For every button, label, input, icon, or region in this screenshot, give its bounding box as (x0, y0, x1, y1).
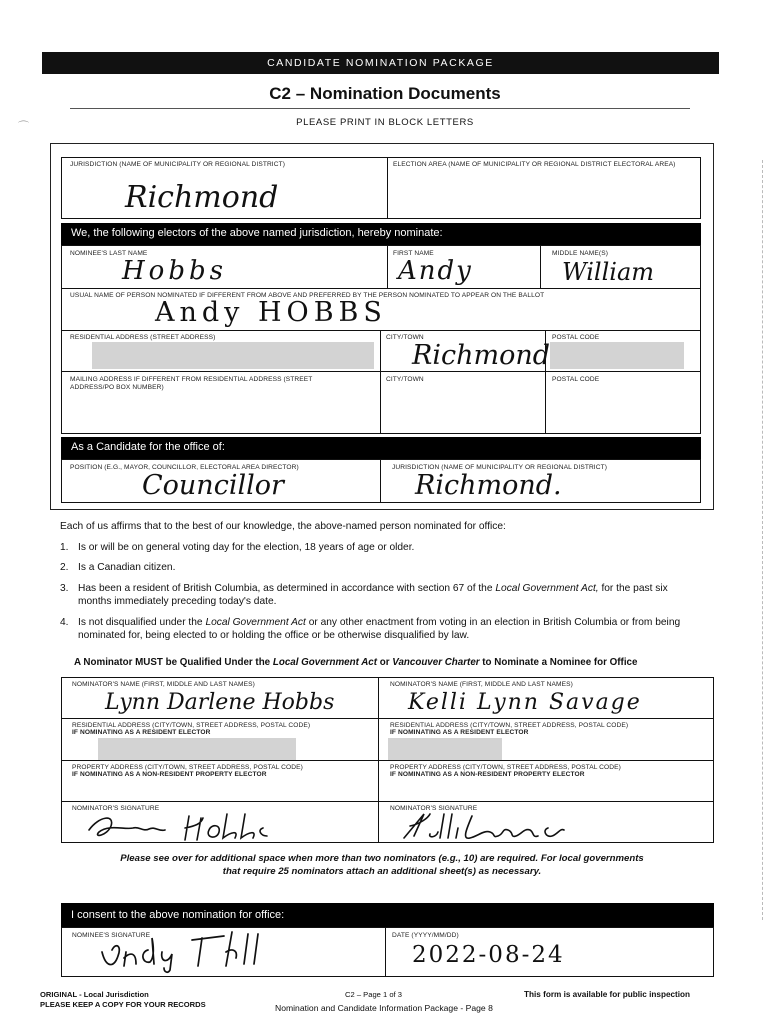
jurisdiction-field[interactable]: Richmond (125, 180, 279, 215)
consent-bar: I consent to the above nomination for office: (61, 903, 714, 927)
divider (61, 371, 701, 372)
affirm-item-number: 3. (60, 583, 69, 594)
qualify-text: to Nominate a Nominee for Office (479, 657, 638, 668)
nominator-1-resident-elector-label: IF NOMINATING AS A RESIDENT ELECTOR (72, 729, 211, 736)
nominator-1-property-label: PROPERTY ADDRESS (CITY/TOWN, STREET ADDRESS, POSTAL CODE) (72, 764, 303, 771)
nominator-2-property-elector-label: IF NOMINATING AS A NON-RESIDENT PROPERTY ELECTOR (390, 771, 585, 778)
residential-address-label: RESIDENTIAL ADDRESS (STREET ADDRESS) (70, 334, 216, 341)
consent-date-label: DATE (YYYY/MM/DD) (392, 932, 459, 939)
first-name-field[interactable]: Andy (398, 256, 473, 286)
nominator-2-name-label: NOMINATOR'S NAME (FIRST, MIDDLE AND LAST NAMES) (390, 681, 573, 688)
position-field[interactable]: Councillor (142, 470, 284, 501)
divider (61, 760, 714, 761)
election-area-field[interactable] (393, 182, 693, 212)
divider (540, 245, 541, 288)
mailing-postal-label: POSTAL CODE (552, 376, 600, 383)
footer-keep-copy-note: PLEASE KEEP A COPY FOR YOUR RECORDS (40, 1000, 206, 1009)
qualify-text: A Nominator MUST be Qualified Under the (74, 657, 273, 668)
document-title: C2 – Nomination Documents (269, 84, 501, 103)
residential-address-field[interactable] (92, 342, 374, 369)
nominator-qualification-note (74, 657, 724, 668)
affirm-item: Is a Canadian citizen. (78, 562, 176, 573)
additional-nominators-note: Please see over for additional space when more than two nominators (e.g., 10) are required. For local governments that require 25 nominators attach an additional sheet(s) as necessary. (120, 853, 644, 877)
nominator-2-residential-field[interactable] (388, 738, 502, 760)
nominator-2-property-label: PROPERTY ADDRESS (CITY/TOWN, STREET ADDRESS, POSTAL CODE) (390, 764, 621, 771)
act-name: Local Government Act (205, 617, 306, 628)
title-divider (70, 108, 690, 109)
scan-edge-line (762, 160, 764, 920)
act-name: Local Government Act (272, 657, 378, 668)
postal-code-label: POSTAL CODE (552, 334, 600, 341)
first-name-label: FIRST NAME (393, 250, 434, 257)
office-jurisdiction-field[interactable]: Richmond. (415, 470, 562, 501)
scan-mark: ⌒ (18, 121, 29, 133)
act-name: Vancouver Charter (392, 657, 480, 668)
affirm-item-number: 2. (60, 562, 69, 573)
divider (385, 927, 386, 977)
divider (380, 330, 381, 434)
office-bar: As a Candidate for the office of: (61, 437, 701, 459)
act-name: Local Government Act, (495, 583, 599, 594)
jurisdiction-label: JURISDICTION (NAME OF MUNICIPALITY OR REGIONAL DISTRICT) (70, 161, 286, 168)
nominator-1-property-field[interactable] (72, 780, 372, 798)
last-name-field[interactable]: Hobbs (122, 256, 227, 286)
footer-original-note: ORIGINAL - Local Jurisdiction (40, 990, 149, 999)
nominator-1-signature[interactable] (85, 808, 275, 846)
nominee-signature-label: NOMINEE'S SIGNATURE (72, 932, 151, 939)
affirm-item-text: Is not disqualified under the (78, 617, 206, 628)
qualify-text: or (377, 657, 393, 668)
nominator-2-signature-label: NOMINATOR'S SIGNATURE (390, 805, 478, 812)
divider (380, 459, 381, 503)
mailing-city-label: CITY/TOWN (386, 376, 424, 383)
nominator-2-resident-elector-label: IF NOMINATING AS A RESIDENT ELECTOR (390, 729, 529, 736)
affirm-item-text: for the past six months immediately preceding today's date. (78, 583, 668, 607)
affirm-intro: Each of us affirms that to the best of our knowledge, the above-named person nominated for office: (60, 521, 506, 532)
affirm-item-number: 1. (60, 542, 69, 553)
affirm-item (78, 582, 690, 608)
consent-date-field[interactable]: 2022-08-24 (412, 942, 565, 968)
divider (61, 718, 714, 719)
affirm-item: Is or will be on general voting day for the election, 18 years of age or older. (78, 542, 415, 553)
last-name-label: NOMINEE'S LAST NAME (70, 250, 148, 257)
position-label: POSITION (E.G., MAYOR, COUNCILLOR, ELECTORAL AREA DIRECTOR) (70, 464, 299, 471)
package-title-bar: CANDIDATE NOMINATION PACKAGE (42, 52, 719, 74)
nominator-2-signature[interactable] (400, 808, 600, 846)
office-jurisdiction-label: JURISDICTION (NAME OF MUNICIPALITY OR REGIONAL DISTRICT) (392, 464, 608, 471)
mailing-address-label: MAILING ADDRESS IF DIFFERENT FROM RESIDENTIAL ADDRESS (STREET ADDRESS/PO BOX NUMBER) (70, 376, 313, 391)
electors-bar: We, the following electors of the above named jurisdiction, hereby nominate: (61, 223, 701, 245)
block-letters-instruction: PLEASE PRINT IN BLOCK LETTERS (296, 117, 474, 128)
city-label: CITY/TOWN (386, 334, 424, 341)
affirm-item-text: or any other enactment from voting in an election in British Columbia or from being nominated for, being elected to or holding the office or be otherwise disqualified by law. (78, 617, 681, 641)
footer-page-number: C2 – Page 1 of 3 (345, 990, 402, 999)
nominator-1-name-label: NOMINATOR'S NAME (FIRST, MIDDLE AND LAST NAMES) (72, 681, 255, 688)
nominator-1-residential-field[interactable] (98, 738, 296, 760)
usual-name-field[interactable]: Andy HOBBS (155, 297, 387, 328)
nominator-1-name-field[interactable]: Lynn Darlene Hobbs (105, 690, 335, 715)
city-field[interactable]: Richmond (412, 340, 551, 371)
nominator-1-property-elector-label: IF NOMINATING AS A NON-RESIDENT PROPERTY ELECTOR (72, 771, 267, 778)
footer-public-inspection: This form is available for public inspection (524, 990, 691, 999)
nominator-2-residential-label: RESIDENTIAL ADDRESS (CITY/TOWN, STREET ADDRESS, POSTAL CODE) (390, 722, 629, 729)
nominator-2-name-field[interactable]: Kelli Lynn Savage (408, 690, 642, 715)
affirm-item-number: 4. (60, 617, 69, 628)
middle-name-field[interactable]: William (562, 258, 655, 286)
affirm-item-text: Has been a resident of British Columbia, as determined in accordance with section 67 of the (78, 583, 496, 594)
election-area-label: ELECTION AREA (NAME OF MUNICIPALITY OR REGIONAL DISTRICT ELECTORAL AREA) (393, 161, 676, 168)
divider (61, 801, 714, 802)
affirm-item (78, 616, 690, 642)
middle-name-label: MIDDLE NAME(S) (552, 250, 608, 257)
nominator-1-signature-label: NOMINATOR'S SIGNATURE (72, 805, 160, 812)
divider (387, 245, 388, 288)
divider (61, 330, 701, 331)
nominator-2-property-field[interactable] (390, 780, 700, 798)
mailing-address-field[interactable] (70, 395, 370, 429)
divider (61, 288, 701, 289)
divider (387, 157, 388, 219)
footer-package-page: Nomination and Candidate Information Package - Page 8 (275, 1003, 493, 1013)
nominator-1-residential-label: RESIDENTIAL ADDRESS (CITY/TOWN, STREET ADDRESS, POSTAL CODE) (72, 722, 311, 729)
postal-code-field[interactable] (550, 342, 684, 369)
usual-name-label: USUAL NAME OF PERSON NOMINATED IF DIFFERENT FROM ABOVE AND PREFERRED BY THE PERSON NOMINATED TO APPEAR ON THE BALLOT (70, 292, 545, 299)
nominee-signature[interactable] (96, 928, 276, 972)
